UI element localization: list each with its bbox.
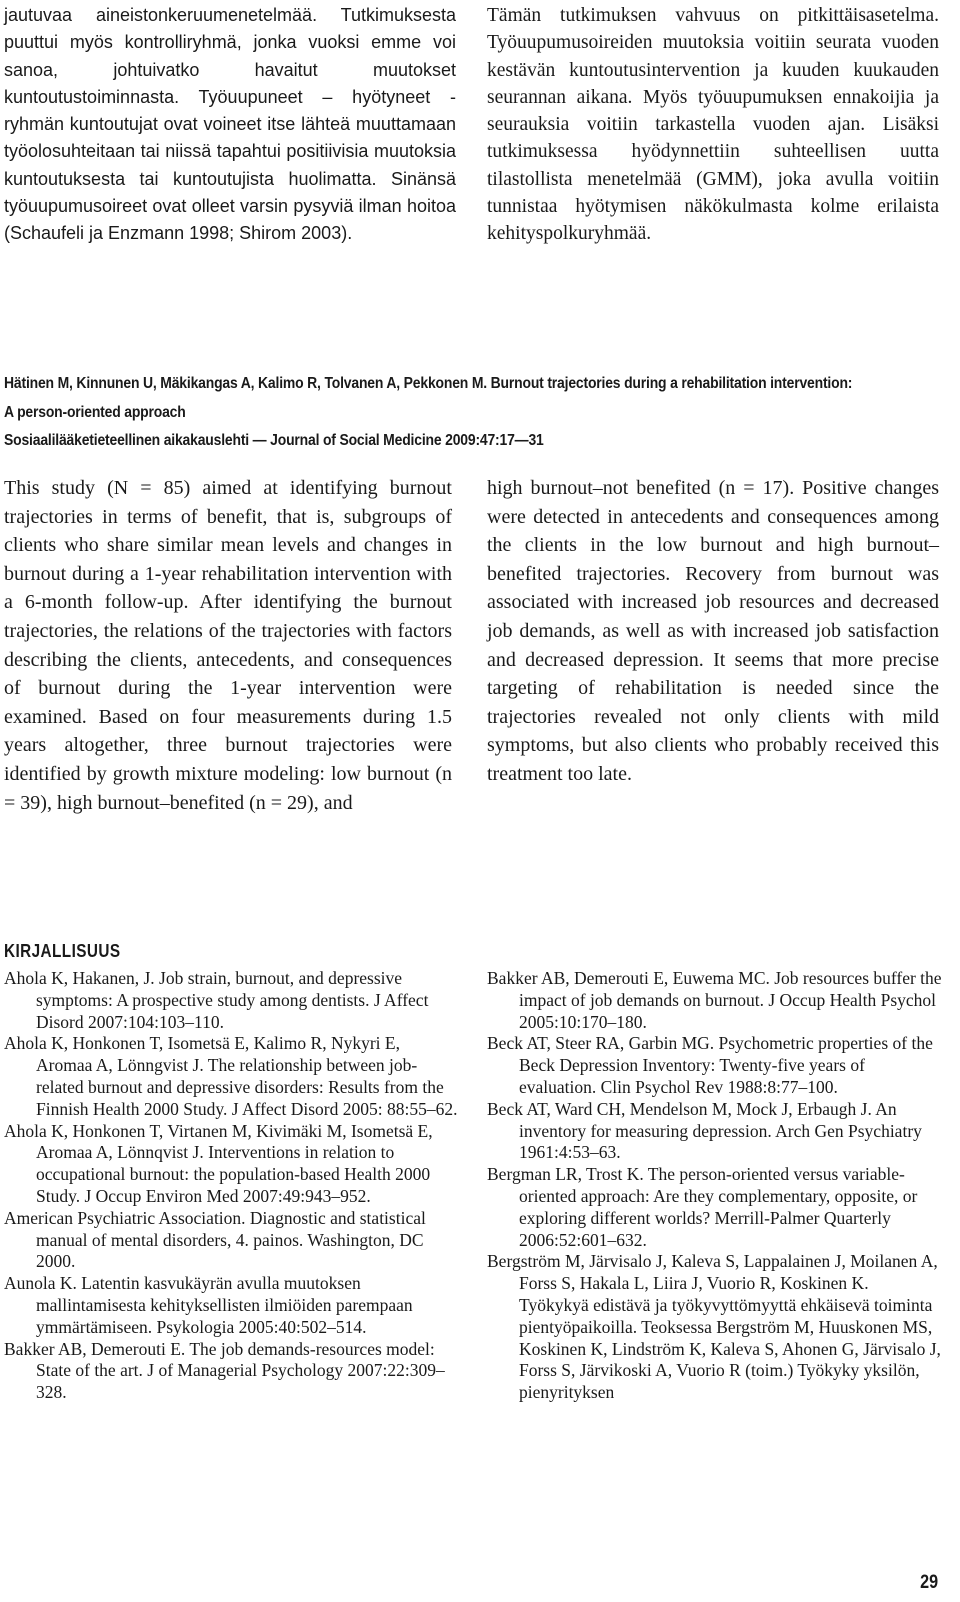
reference-item: Bergman LR, Trost K. The person-oriented versus variable-oriented approach: Are they complementary, opposite, or exploring different worlds? Merrill-Palmer Quarterly 2006:52:601–632. [487,1164,918,1250]
reference-item: Ahola K, Honkonen T, Isometsä E, Kalimo R, Nykyri E, Aromaa A, Lönngvist J. The relationship between job-related burnout and depressive disorders: Results from the Finnish Health 2000 Study. J Affect Disord 2005: 88:55–62. [4,1033,458,1119]
abstract-right-column [487,474,939,789]
top-left-column [4,2,456,248]
citation-authors: Hätinen M, Kinnunen U, Mäkikangas A, Kalimo R, Tolvanen A, Pekkonen M. [4,375,487,392]
abstract-paragraph: This study (N = 85) aimed at identifying burnout trajectories in terms of benefit, that is, subgroups of clients who share similar mean levels and changes in burnout during a 1-year rehabilitation intervention with a 6-month follow-up. After identifying the burnout trajectories, the relations of the trajectories with factors describing the clients, antecedents, and consequences of burnout during the 1-year intervention were examined. Based on four measurements during 1.5 years altogether, three burnout trajectories were identified by growth mixture modeling: low burnout (n = 39), high burnout–benefited (n = 29), and [4,477,452,814]
abstract-paragraph: high burnout–not benefited (n = 17). Positive changes were detected in antecedents and consequences among the clients in the low burnout and high burnout–benefited trajectories. Recovery from burnout was associated with increased job resources and decreased job demands, as well as with increased job satisfaction and decreased depression. It seems that more precise targeting of rehabilitation is needed since the trajectories revealed not only clients with mild symptoms, but also clients who probably received this treatment too late. [487,477,939,785]
abstract-left-column [4,474,452,817]
reference-item: American Psychiatric Association. Diagnostic and statistical manual of mental disorders, 4. painos. Washington, DC 2000. [4,1207,426,1272]
references-left-column [4,968,459,1404]
references-heading: KIRJALLISUUS [4,941,121,961]
body-paragraph: jautuvaa aineistonkeruumenetelmää. Tutkimuksesta puuttui myös kontrolliryhmä, jonka vuoksi emme voi sanoa, johtuivatko havaitut muutokset kuntoutustoiminnasta. Työuupuneet – hyötyneet -ryhmän kuntoutujat ovat voineet itse lähteä muuttamaan työolosuhteitaan tai niissä tapahtui positiivisia muutoksia kuntoutuksesta tai kuntoutujista huolimatta. Sinänsä työuupumusoireet ovat olleet varsin pysyviä ilman hoitoa (Schaufeli ja Enzmann 1998; Shirom 2003). [4,5,456,244]
reference-item: Beck AT, Ward CH, Mendelson M, Mock J, Erbaugh J. An inventory for measuring depression. Arch Gen Psychiatry 1961:4:53–63. [487,1098,922,1163]
top-right-column [487,2,939,248]
reference-item: Ahola K, Hakanen, J. Job strain, burnout, and depressive symptoms: A prospective study among dentists. J Affect Disord 2007:104:103–110. [4,968,429,1032]
reference-item: Bakker AB, Demerouti E. The job demands-resources model: State of the art. J of Managerial Psychology 2007:22:309–328. [4,1338,445,1403]
citation-title-continued: A person-oriented approach [4,403,186,421]
article-citation [4,370,949,456]
references-right-column [487,968,942,1404]
reference-item: Aunola K. Latentin kasvukäyrän avulla muutoksen mallintamisesta kehityksellisten ilmiöiden parempaan ymmärtämiseen. Psykologia 2005:40:502–514. [4,1273,413,1337]
reference-item: Bergström M, Järvisalo J, Kaleva S, Lappalainen J, Moilanen A, Forss S, Hakala L, Liira J, Vuorio R, Koskinen K. Työkykyä edistävä ja työkyvyttömyyttä ehkäisevä toiminta pientyöpaikoilla. Teoksessa Bergström M, Huuskonen MS, Koskinen K, Lindström K, Kaleva S, Ahonen G, Järvisalo J, Forss S, Järvikoski A, Vuorio R (toim.) Työkyky yksilön, pienyrityksen [487,1251,941,1403]
reference-item: Bakker AB, Demerouti E, Euwema MC. Job resources buffer the impact of job demands on burnout. J Occup Health Psychol 2005:10:170–180. [487,968,942,1032]
citation-title: Burnout trajectories during a rehabilitation intervention: [490,375,853,392]
citation-journal: Sosiaalilääketieteellinen aikakauslehti — Journal of Social Medicine 2009:47:17—31 [4,432,544,449]
reference-item: Beck AT, Steer RA, Garbin MG. Psychometric properties of the Beck Depression Inventory: Twenty-five years of evaluation. Clin Psychol Rev 1988:8:77–100. [487,1033,933,1097]
page-number: 29 [920,1572,938,1593]
reference-item: Ahola K, Honkonen T, Virtanen M, Kivimäki M, Isometsä E, Aromaa A, Lönnqvist J. Interventions in relation to occupational burnout: the population-based Health 2000 Study. J Occup Environ Med 2007:49:943–952. [4,1120,433,1206]
body-paragraph: Tämän tutkimuksen vahvuus on pitkittäisasetelma. Työuupumusoireiden muutoksia voitiin seurata vuoden kestävän kuntoutusintervention ja kuuden kuukauden seurannan aikana. Myös työuupumuksen ennakoijia ja seurauksia voitiin tarkastella vuoden ajan. Lisäksi tutkimuksessa hyödynnettiin suhteellisen uutta tilastollista menetelmää (GMM), joka avulla voitiin tunnistaa hyötymisen näkökulmasta kolme erilaista kehityspolkuryhmää. [487,5,939,245]
